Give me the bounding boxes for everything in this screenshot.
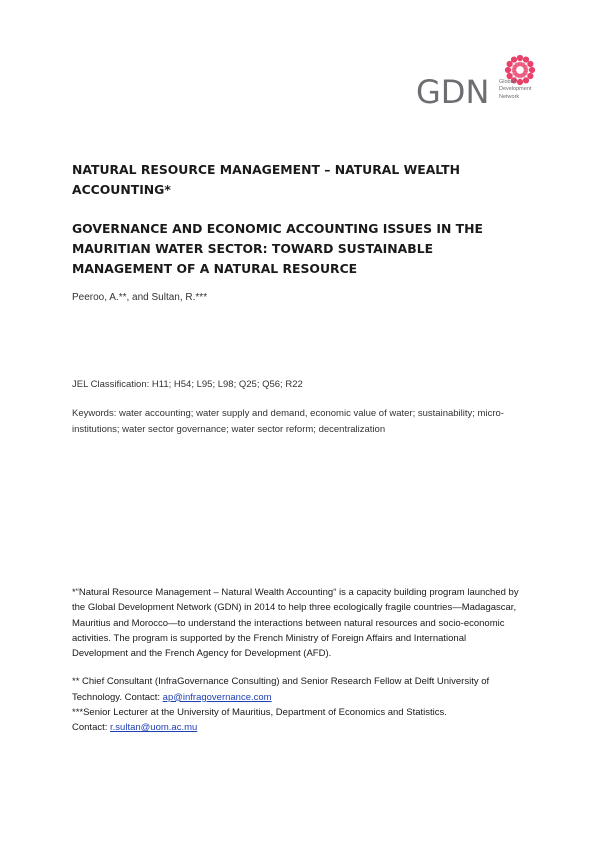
paper-title: GOVERNANCE AND ECONOMIC ACCOUNTING ISSUES IN THE MAURITIAN WATER SECTOR: TOWARD SUSTAINABLE MANAGEMENT OF A NATURAL RESOURCE xyxy=(72,221,483,276)
footnote-author2: ***Senior Lecturer at the University of Mauritius, Department of Economics and Statistics. xyxy=(72,707,447,719)
logo-petal-dot xyxy=(507,61,513,67)
logo-subtitle-line: Global xyxy=(499,79,515,85)
logo-petal-dot xyxy=(517,55,523,61)
logo-petal-dot xyxy=(511,57,517,63)
footnote-authors xyxy=(72,674,524,735)
jel-classification: JEL Classification: H11; H54; L95; L98; Q25; Q56; R22 xyxy=(72,379,303,390)
footnotes xyxy=(72,585,524,749)
logo-subtitle xyxy=(499,79,531,101)
logo-petal-dot xyxy=(505,67,511,73)
logo-petal-dot xyxy=(523,57,529,63)
email-link-sultan[interactable]: r.sultan@uom.ac.mu xyxy=(110,722,198,734)
footnote-author1-text: ** Chief Consultant (InfraGovernance Consulting) and Senior Research Fellow at Delft University of Technology. Contact: xyxy=(72,676,490,703)
footnote-program: *“Natural Resource Management – Natural Wealth Accounting“ is a capacity building program launched by the Global Development Network (GDN) in 2014 to help three ecologically fragile countries—Madagascar, Mauritius and Morocco—to understand the interactions between natural resources and socio-economic activities. The program is supported by the French Ministry of Foreign Affairs and International Development and the French Agency for Development (AFD). xyxy=(72,587,519,660)
email-link-peeroo[interactable]: ap@infragovernance.com xyxy=(162,691,272,703)
contact-label: Contact: xyxy=(72,722,111,734)
footnote-author2-contact xyxy=(72,720,524,735)
footnote-author1 xyxy=(72,674,524,705)
logo-subtitle-line: Development xyxy=(499,86,532,93)
authors: Peeroo, A.**, and Sultan, R.*** xyxy=(72,292,208,303)
keywords: Keywords: water accounting; water supply and demand, economic value of water; sustainability; micro-institutions; water sector governance; water sector reform; decentralization xyxy=(72,408,504,435)
logo-subtitle-line: Network xyxy=(499,93,520,100)
logo-petal-dot xyxy=(527,61,533,67)
logo-petal-dot xyxy=(529,67,535,73)
logo-wordmark: GDN xyxy=(416,73,490,111)
logo-petal-dot xyxy=(515,62,520,67)
gdn-logo xyxy=(416,48,536,116)
main-title: NATURAL RESOURCE MANAGEMENT – NATURAL WEALTH ACCOUNTING* xyxy=(72,162,460,197)
